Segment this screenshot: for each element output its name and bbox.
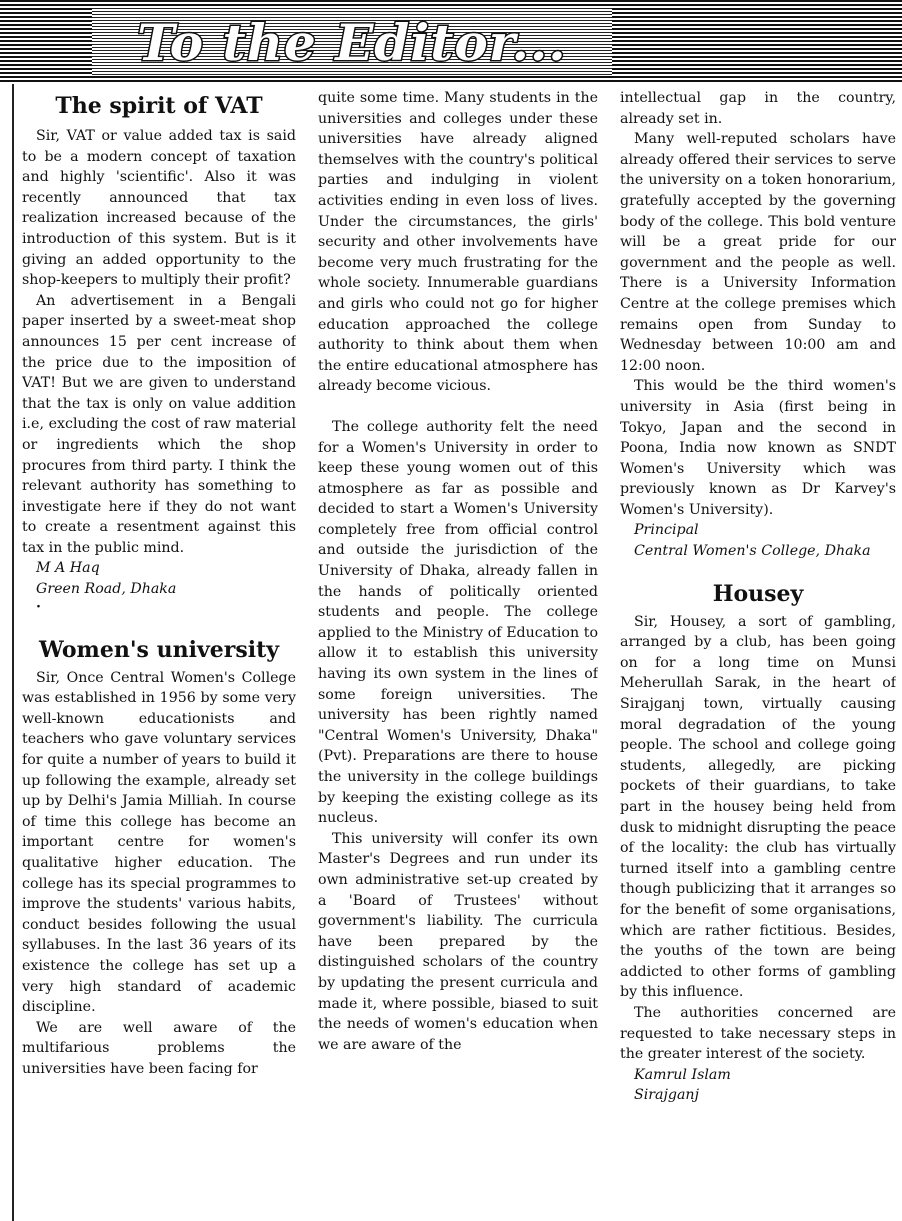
- housey-paragraph-1: Sir, Housey, a sort of gambling, arranged by a club, has been going on for a long time on Munsi Meherullah Sarak, in the heart of Sirajganj town, virtually causing moral degradation of the young people. The school and college going students, allegedly, are picking pockets of their guardians, to take part in the housey being held from dusk to midnight disrupting the peace of the locality: the club has virtually turned itself into a gambling centre though publicizing that it arranges so for the benefit of some organisations, which are rather fictitious. Besides, the youths of the town are being addicted to other forms of gambling by this influence.: [620, 613, 896, 1001]
- wu-paragraph-8: This would be the third women's university in Asia (first being in Tokyo, Japan and the second in Poona, India now known as SNDT Women's University which was previously known as Dr Karvey's Women's University).: [620, 378, 896, 518]
- housey-heading: Housey: [712, 580, 804, 607]
- wu-paragraph-4: The college authority felt the need for a Women's University in order to keep these young women out of this atmosphere as far as possible and decided to start a Women's University completely free from official control and outside the jurisdiction of the University of Dhaka, already fallen in the hands of politically oriented students and people. The college applied to the Ministry of Education to allow it to establish this university having its own system in the lines of some foreign universities. The university has been rightly named "Central Women's University, Dhaka" (Pvt). Preparations are there to house the university in the college buildings by keeping the existing college as its nucleus.: [318, 418, 598, 827]
- wu-paragraph-5: This university will confer its own Master's Degrees and run under its own administrative set-up created by a 'Board of Trustees' without government's liability. The curricula have been prepared by the distinguished scholars of the country by updating the present curricula and made it, where possible, biased to suit the needs of women's education when we are aware of the: [318, 830, 598, 1053]
- wu-author: Principal: [634, 522, 699, 539]
- vat-paragraph-2: An advertisement in a Bengali paper inserted by a sweet-meat shop announces 15 per cent increase of the price due to the imposition of VAT! But we are given to understand that the tax is only on value addition i.e, excluding the cost of raw material or ingredients which the shop procures from third party. I think the relevant authority has something to investigate here if they do not want to create a resentment against this tax in the public mind.: [22, 292, 296, 556]
- housey-location: Sirajganj: [634, 1087, 699, 1104]
- wu-paragraph-2: We are well aware of the multifarious problems the universities have been facing for: [22, 1019, 296, 1077]
- vat-paragraph-1: Sir, VAT or value added tax is said to be a modern concept of taxation and highly 'scientific'. Also it was recently announced that tax realization increased because of the introduction of this system. But is it giving an added opportunity to the shop-keepers to multiply their profit?: [22, 128, 296, 289]
- masthead-title: To the Editor...: [137, 12, 567, 72]
- column-3: [620, 88, 896, 1211]
- wu-paragraph-7: Many well-reputed scholars have already offered their services to serve the university on a token honorarium, gratefully accepted by the governing body of the college. This bold venture will be a great pride for our government and the people as well. There is a University Information Centre at the college premises which remains open from Sunday to Wednesday between 10:00 am and 12:00 noon.: [620, 131, 896, 374]
- separator-dot: ·: [36, 598, 41, 615]
- wu-location: Central Women's College, Dhaka: [634, 543, 871, 560]
- housey-paragraph-2: The authorities concerned are requested to take necessary steps in the greater interest of the society.: [620, 1004, 896, 1063]
- vat-location: Green Road, Dhaka: [36, 581, 177, 598]
- column-1: [22, 88, 296, 1211]
- wu-paragraph-3: quite some time. Many students in the universities and colleges under these universities have already aligned themselves with the country's political parties and indulging in violent activities ending in even loss of lives. Under the circumstances, the girls' security and other involvements have become very much frustrating for the whole society. Innumerable guardians and girls who could not go for higher education approached the college authority to think about them when the entire educational atmosphere has already become vicious.: [318, 90, 598, 395]
- masthead-title-box: [92, 8, 612, 76]
- housey-author: Kamrul Islam: [634, 1066, 731, 1083]
- wu-paragraph-6: intellectual gap in the country, already set in.: [620, 90, 896, 127]
- masthead-banner: [0, 0, 902, 84]
- womens-university-heading: Women's university: [38, 636, 280, 663]
- vat-author: M A Haq: [36, 560, 100, 577]
- column-rule: [12, 84, 14, 1221]
- vat-letter-heading: The spirit of VAT: [55, 93, 263, 119]
- column-2: [318, 88, 598, 1211]
- wu-paragraph-1: Sir, Once Central Women's College was established in 1956 by some very well-known educationists and teachers who gave voluntary services for quite a number of years to build it up following the example, already set up by Delhi's Jamia Milliah. In course of time this college has become an important centre for women's qualitative higher education. The college has its special programmes to improve the students' various habits, conduct besides following the usual syllabuses. In the last 36 years of its existence the college has set up a very high standard of academic discipline.: [22, 669, 296, 1016]
